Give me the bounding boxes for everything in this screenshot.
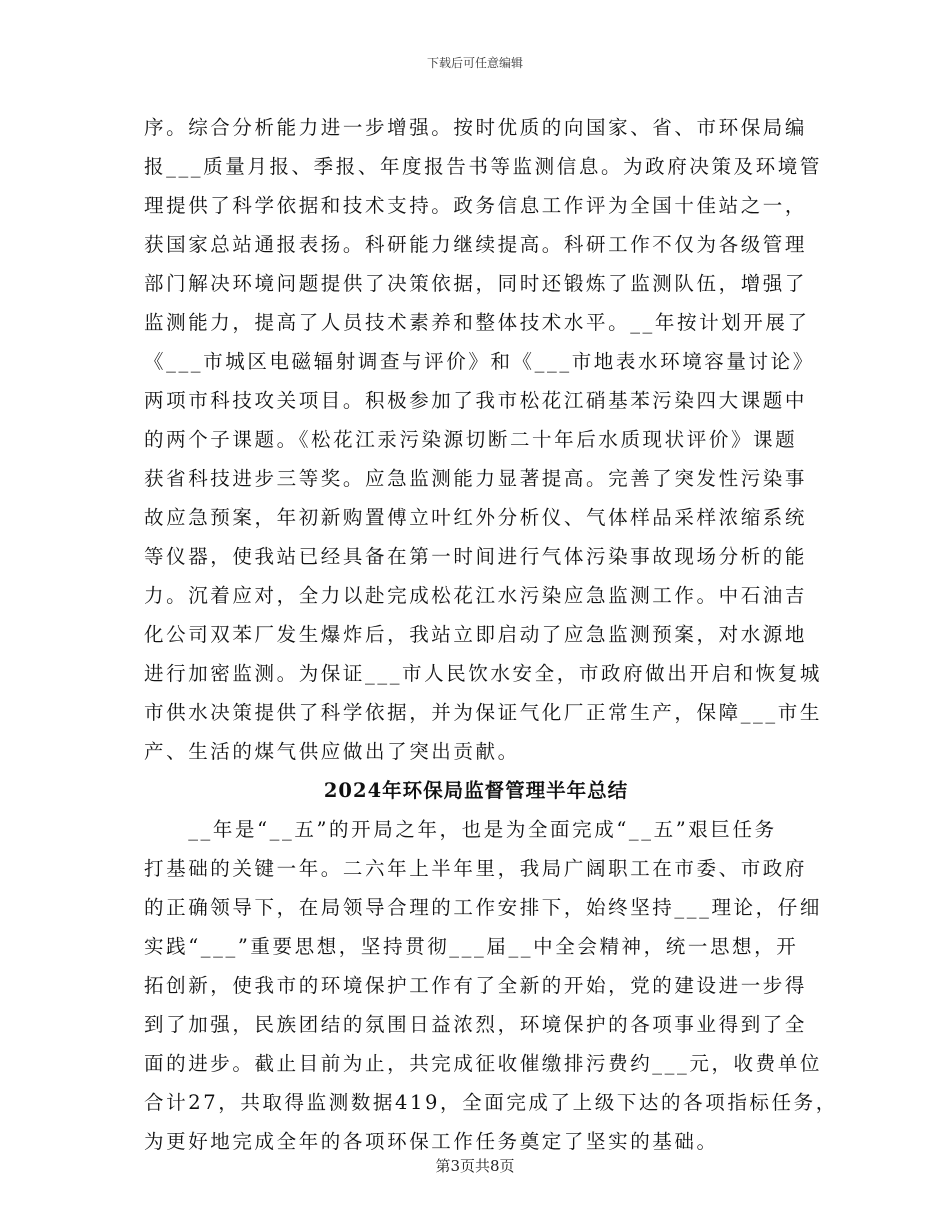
paragraph-2 <box>144 810 838 1161</box>
paragraph-2-line: 实践“___”重要思想，坚持贯彻___届__中全会精神，统一思想，开 <box>144 935 799 958</box>
paragraph-1-line: 监测能力，提高了人员技术素养和整体技术水平。__年按计划开展了 <box>144 311 810 334</box>
paragraph-1-line: 获省科技进步三等奖。应急监测能力显著提高。完善了突发性污染事 <box>144 467 808 490</box>
paragraph-1-line: 进行加密监测。为保证___市人民饮水安全，市政府做出开启和恢复城 <box>144 662 822 685</box>
paragraph-2-line: 到了加强，民族团结的氛围日益浓烈，环境保护的各项事业得到了全 <box>144 1013 808 1036</box>
paragraph-1-line: 获国家总站通报表扬。科研能力继续提高。科研工作不仅为各级管理 <box>144 233 808 256</box>
paragraph-1-line: 力。沉着应对，全力以赴完成松花江水污染应急监测工作。中石油吉 <box>144 584 808 607</box>
page-number: 第3页共8页 <box>435 1157 515 1175</box>
paragraph-1-line: 两项市科技攻关项目。积极参加了我市松花江硝基苯污染四大课题中 <box>144 389 808 412</box>
paragraph-2-line: __年是“__五”的开局之年，也是为全面完成“__五”艰巨任务 <box>144 818 777 841</box>
paragraph-1-line: 报___质量月报、季报、年度报告书等监测信息。为政府决策及环境管 <box>144 155 822 178</box>
paragraph-2-line: 的正确领导下，在局领导合理的工作安排下，始终坚持___理论，仔细 <box>144 896 822 919</box>
paragraph-1-line: 化公司双苯厂发生爆炸后，我站立即启动了应急监测预案，对水源地 <box>144 623 808 646</box>
paragraph-1-line: 等仪器，使我站已经具备在第一时间进行气体污染事故现场分析的能 <box>144 545 808 568</box>
paragraph-1-line: 市供水决策提供了科学依据，并为保证气化厂正常生产，保障___市生 <box>144 701 822 724</box>
paragraph-2-line: 打基础的关键一年。二六年上半年里，我局广阔职工在市委、市政府 <box>144 857 808 880</box>
document-body <box>144 108 838 1161</box>
paragraph-2-line: 拓创新，使我市的环境保护工作有了全新的开始，党的建设进一步得 <box>144 974 808 997</box>
paragraph-1-line: 部门解决环境问题提供了决策依据，同时还锻炼了监测队伍，增强了 <box>144 272 808 295</box>
paragraph-1-line: 产、生活的煤气供应做出了突出贡献。 <box>144 740 520 763</box>
paragraph-1-line: 序。综合分析能力进一步增强。按时优质的向国家、省、市环保局编 <box>144 116 808 139</box>
paragraph-1-line: 的两个子课题。《松花江汞污染源切断二十年后水质现状评价》课题 <box>144 428 798 451</box>
paragraph-2-line: 为更好地完成全年的各项环保工作任务奠定了坚实的基础。 <box>144 1130 719 1153</box>
paragraph-1 <box>144 108 822 771</box>
paragraph-2-line: 面的进步。截止目前为止，共完成征收催缴排污费约___元，收费单位 <box>144 1052 822 1075</box>
paragraph-2-line: 合计27，共取得监测数据419，全面完成了上级下达的各项指标任务， <box>144 1091 838 1114</box>
paragraph-1-line: 《___市城区电磁辐射调查与评价》和《___市地表水环境容量讨论》 <box>144 350 815 373</box>
section-title: 2024年环保局监督管理半年总结 <box>323 779 629 802</box>
paragraph-1-line: 故应急预案，年初新购置傅立叶红外分析仪、气体样品采样浓缩系统 <box>144 506 808 529</box>
paragraph-1-line: 理提供了科学依据和技术支持。政务信息工作评为全国十佳站之一， <box>144 194 808 217</box>
header-note: 下载后可任意编辑 <box>426 56 523 70</box>
